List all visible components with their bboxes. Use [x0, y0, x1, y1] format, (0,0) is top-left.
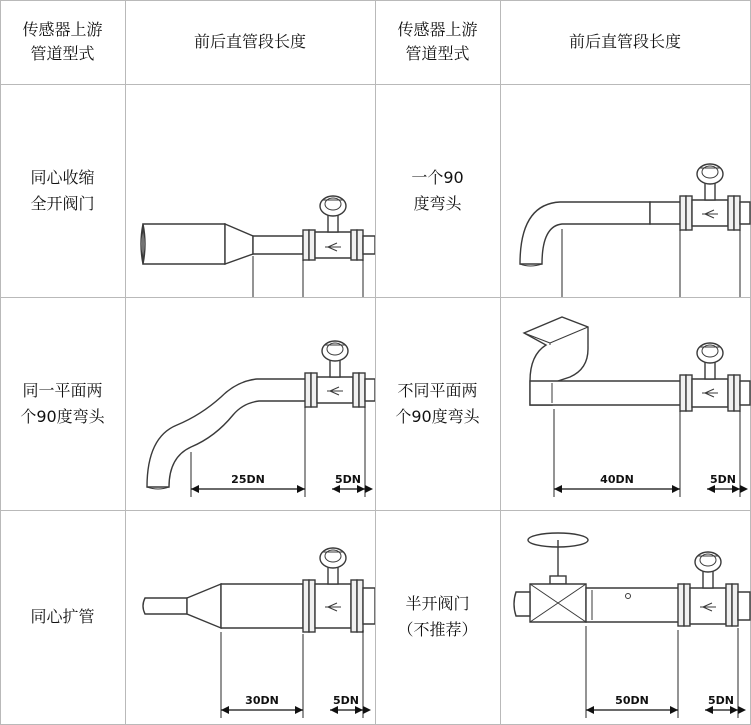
dim-upstream-r3r: 50DN — [615, 694, 649, 707]
label-line: 度弯头 — [413, 193, 462, 213]
label-line: 全开阀门 — [30, 193, 95, 213]
table-header-cell-3 — [375, 0, 501, 85]
half-open-valve-not-recommended-svg — [500, 510, 750, 724]
header-text-1 — [22, 18, 102, 66]
header-line: 管道型式 — [405, 44, 470, 63]
header-line: 传感器上游 — [397, 20, 478, 39]
row-2-left-label — [0, 297, 126, 511]
row-2-right-label — [375, 297, 501, 511]
dim-upstream-r2l: 25DN — [231, 473, 265, 486]
label-line: 同心收缩 — [30, 167, 95, 187]
concentric-expander-svg — [125, 510, 375, 724]
label-line: 不同平面两 — [397, 380, 478, 400]
concentric-reducer-full-open-valve-svg — [125, 84, 375, 297]
row-2-left-diagram — [125, 297, 376, 511]
two-90-degree-elbows-same-plane-svg — [125, 297, 375, 510]
label-line: 个90度弯头 — [20, 406, 105, 426]
dim-downstream-r3l: 5DN — [333, 694, 359, 707]
label-line: （不推荐） — [397, 620, 478, 639]
row-1-left-diagram — [125, 84, 376, 298]
row-3-right-diagram — [500, 510, 751, 725]
dim-downstream-r3r: 5DN — [708, 694, 734, 707]
header-line: 管道型式 — [30, 44, 95, 63]
table-header-cell-1 — [0, 0, 126, 85]
row-1-left-label — [0, 84, 126, 298]
label-line: 一个90 — [411, 167, 464, 187]
label-line: 半开阀门 — [405, 594, 470, 613]
label-line: 同心扩管 — [30, 607, 95, 626]
label-line: 同一平面两 — [22, 380, 103, 400]
table-header-cell-2 — [125, 0, 376, 85]
label-line: 个90度弯头 — [395, 406, 480, 426]
table-header-cell-4 — [500, 0, 751, 85]
row-3-left-label — [0, 510, 126, 725]
single-90-degree-elbow-svg — [500, 84, 750, 297]
header-line: 传感器上游 — [22, 20, 103, 39]
row-1-right-diagram — [500, 84, 751, 298]
two-90-degree-elbows-different-plane-svg — [500, 297, 750, 510]
row-3-left-diagram — [125, 510, 376, 725]
row-1-right-label — [375, 84, 501, 298]
header-text-4: 前后直管段长度 — [568, 32, 681, 51]
dim-downstream-r2r: 5DN — [710, 473, 736, 486]
dim-upstream-r3l: 30DN — [245, 694, 279, 707]
row-3-right-label — [375, 510, 501, 725]
header-text-3 — [397, 18, 477, 66]
dim-upstream-r2r: 40DN — [600, 473, 634, 486]
dim-downstream-r2l: 5DN — [335, 473, 361, 486]
header-text-2: 前后直管段长度 — [193, 32, 306, 51]
row-2-right-diagram — [500, 297, 751, 511]
